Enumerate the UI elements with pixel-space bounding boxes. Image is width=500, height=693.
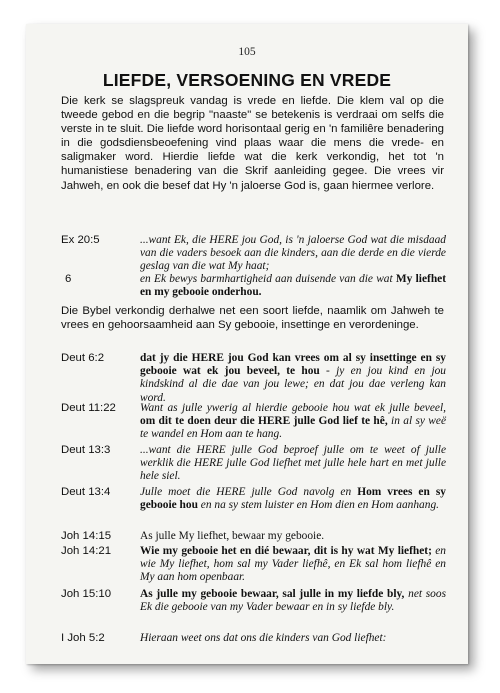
scripture-text	[140, 486, 446, 512]
quote-text: Want as julle ywerig al hierdie gebooie hou wat ek julle beveel,	[140, 402, 446, 414]
scripture-reference: Deut 6:2	[61, 352, 105, 364]
scripture-entry	[61, 352, 446, 405]
scripture-reference: Deut 13:3	[61, 444, 111, 456]
quote-text: net soos Ek die gebooie van my Vader bewaar en in sy liefde bly.	[140, 588, 446, 614]
scripture-entry	[61, 632, 446, 645]
book-page	[26, 24, 468, 664]
quote-text: en wie My liefhet, hom sal my Vader liefhê, en Ek sal hom liefhê en My aan hom openbaar.	[140, 545, 446, 584]
scripture-reference: Joh 14:21	[61, 545, 112, 557]
scripture-text	[140, 588, 446, 614]
scripture-entry	[61, 402, 446, 442]
verse-number: 6	[65, 273, 72, 285]
quote-text: - jy en jou kind en jou kindskind al die dae van jou lewe; en dat jou dae verleng kan word.	[140, 365, 446, 404]
scripture-text	[140, 530, 446, 543]
emphasized-text: Wie my gebooie het en dié bewaar, dit is hy wat My liefhet;	[140, 545, 432, 557]
quote-text: ...want Ek, die HERE jou God, is 'n jaloerse God wat die misdaad van die vaders besoek aan die kinders, aan die derde en die vierde geslag van die wat My haat;	[140, 234, 446, 273]
quote-text: Hieraan weet ons dat ons die kinders van God liefhet:	[140, 632, 387, 644]
quote-text: As julle My liefhet, bewaar my gebooie.	[140, 530, 325, 542]
chapter-title: LIEFDE, VERSOENING EN VREDE	[102, 70, 392, 90]
scripture-text	[140, 352, 446, 405]
scripture-entry	[61, 545, 446, 585]
scripture-text	[140, 545, 446, 585]
quote-text: in al sy weë te wandel en Hom aan te hang.	[140, 415, 447, 441]
scripture-text	[140, 444, 446, 484]
scripture-reference: I Joh 5:2	[61, 632, 105, 644]
emphasized-text: Hom vrees en sy gebooie hou	[140, 486, 446, 512]
intro-paragraph: Die kerk se slagspreuk vandag is vrede en liefde. Die klem val op die tweede gebod en die begrip "naaste" se betekenis is verdraai om selfs die verste in te sluit. Die liefde word horisontaal gerig en 'n familiêre benadering in die godsdiensbeoefening vind plaas waar die mens die vrede- en saligmaker word. Hierdie liefde wat die kerk verkondig, het tot 'n humanistiese benadering van die Skrif aanleiding gegee. Die vrees vir Jahweh, en ook die besef dat Hy 'n jaloerse God is, gaan hiermee verlore.	[61, 95, 444, 192]
quote-text: en Ek bewys barmhartigheid aan duisende van die wat	[140, 273, 396, 285]
scripture-entry	[61, 486, 446, 512]
scripture-entry	[61, 234, 446, 274]
quote-text: ...want die HERE julle God beproef julle om te weet of julle werklik die HERE julle God liefhet met julle hele hart en met julle hele siel.	[140, 444, 446, 483]
scripture-entry	[61, 588, 446, 614]
body-paragraph: Die Bybel verkondig derhalwe net een soort liefde, naamlik om Jahweh te vrees en gehoorsaamheid aan Sy gebooie, insettinge en verordeninge.	[61, 305, 444, 332]
scripture-reference: Deut 13:4	[61, 486, 111, 498]
emphasized-text: dat jy die HERE jou God kan vrees om al sy insettinge en sy gebooie wat ek jou beveel, te hou	[140, 352, 446, 378]
scripture-entry	[61, 444, 446, 484]
scripture-text	[140, 234, 446, 274]
scripture-text	[140, 632, 446, 645]
emphasized-text: As julle my gebooie bewaar, sal julle in my liefde bly,	[140, 588, 405, 600]
emphasized-text: My liefhet en my gebooie onderhou.	[140, 273, 446, 299]
scripture-reference: Ex 20:5	[61, 234, 100, 246]
scripture-reference: Joh 15:10	[61, 588, 112, 600]
quote-text: Julle moet die HERE julle God navolg en	[140, 486, 358, 498]
quote-text: en na sy stem luister en Hom dien en Hom aanhang.	[197, 499, 439, 512]
scripture-entry	[61, 530, 446, 543]
page-number: 105	[238, 46, 256, 58]
scripture-entry	[61, 273, 446, 299]
scripture-reference: Deut 11:22	[61, 402, 116, 414]
scripture-text	[140, 402, 446, 442]
scripture-reference: Joh 14:15	[61, 530, 112, 542]
emphasized-text: om dit te doen deur die HERE julle God lief te hê,	[140, 415, 388, 428]
scripture-text	[140, 273, 446, 299]
